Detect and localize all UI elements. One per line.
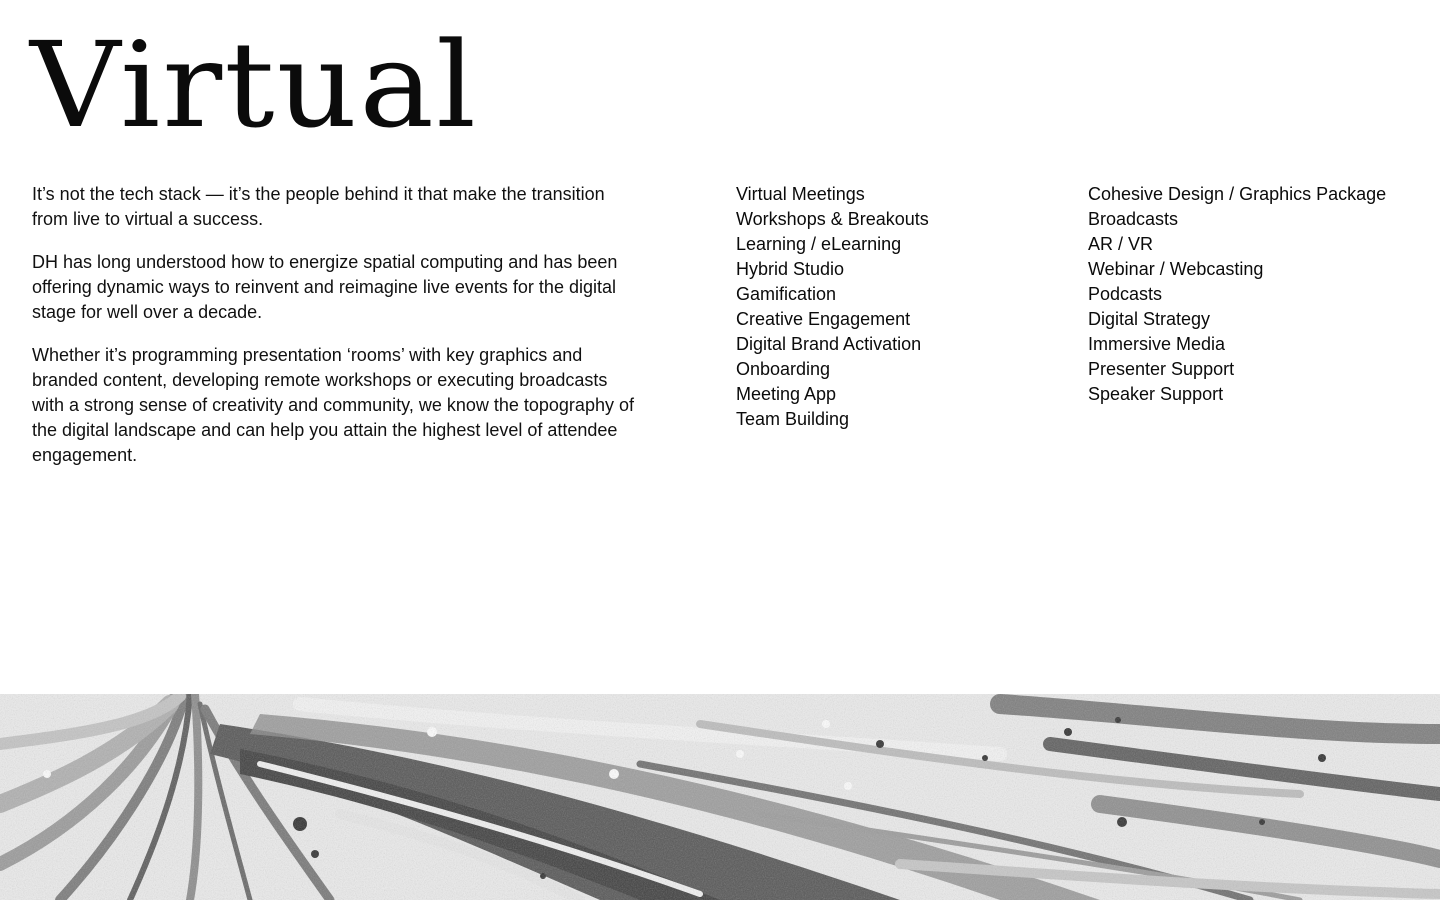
intro-paragraph: DH has long understood how to energize spatial computing and has been offering dynamic ways to reinvent and reimagine live events for the digital stage for well over a decade. <box>32 252 618 322</box>
services-list-column-1 <box>736 182 929 432</box>
service-item: Digital Strategy <box>1088 309 1211 329</box>
service-item: Immersive Media <box>1088 334 1226 354</box>
service-item: Speaker Support <box>1088 384 1224 404</box>
service-item: Onboarding <box>736 359 831 379</box>
service-item: Presenter Support <box>1088 359 1235 379</box>
service-item: Workshops & Breakouts <box>736 209 929 229</box>
page-title: Virtual <box>30 16 479 154</box>
intro-paragraph: Whether it’s programming presentation ‘rooms’ with key graphics and branded content, developing remote workshops or executing broadcasts with a strong sense of creativity and community, we know the topography of the digital landscape and can help you attain the highest level of attendee engagement. <box>32 345 634 465</box>
service-item: Learning / eLearning <box>736 234 902 254</box>
marble-texture-image <box>0 694 1440 900</box>
intro-paragraph: It’s not the tech stack — it’s the people behind it that make the transition from live to virtual a success. <box>32 184 605 229</box>
intro-text <box>32 182 640 486</box>
service-item: Broadcasts <box>1088 209 1179 229</box>
service-item: Virtual Meetings <box>736 184 865 204</box>
services-list-column-2 <box>1088 182 1386 407</box>
service-item: Hybrid Studio <box>736 259 845 279</box>
service-item: Meeting App <box>736 384 837 404</box>
service-item: Podcasts <box>1088 284 1163 304</box>
service-item: Team Building <box>736 409 850 429</box>
service-item: Cohesive Design / Graphics Package <box>1088 184 1387 204</box>
service-item: Digital Brand Activation <box>736 334 922 354</box>
service-item: Gamification <box>736 284 837 304</box>
service-item: Webinar / Webcasting <box>1088 259 1264 279</box>
service-item: Creative Engagement <box>736 309 911 329</box>
service-item: AR / VR <box>1088 234 1154 254</box>
